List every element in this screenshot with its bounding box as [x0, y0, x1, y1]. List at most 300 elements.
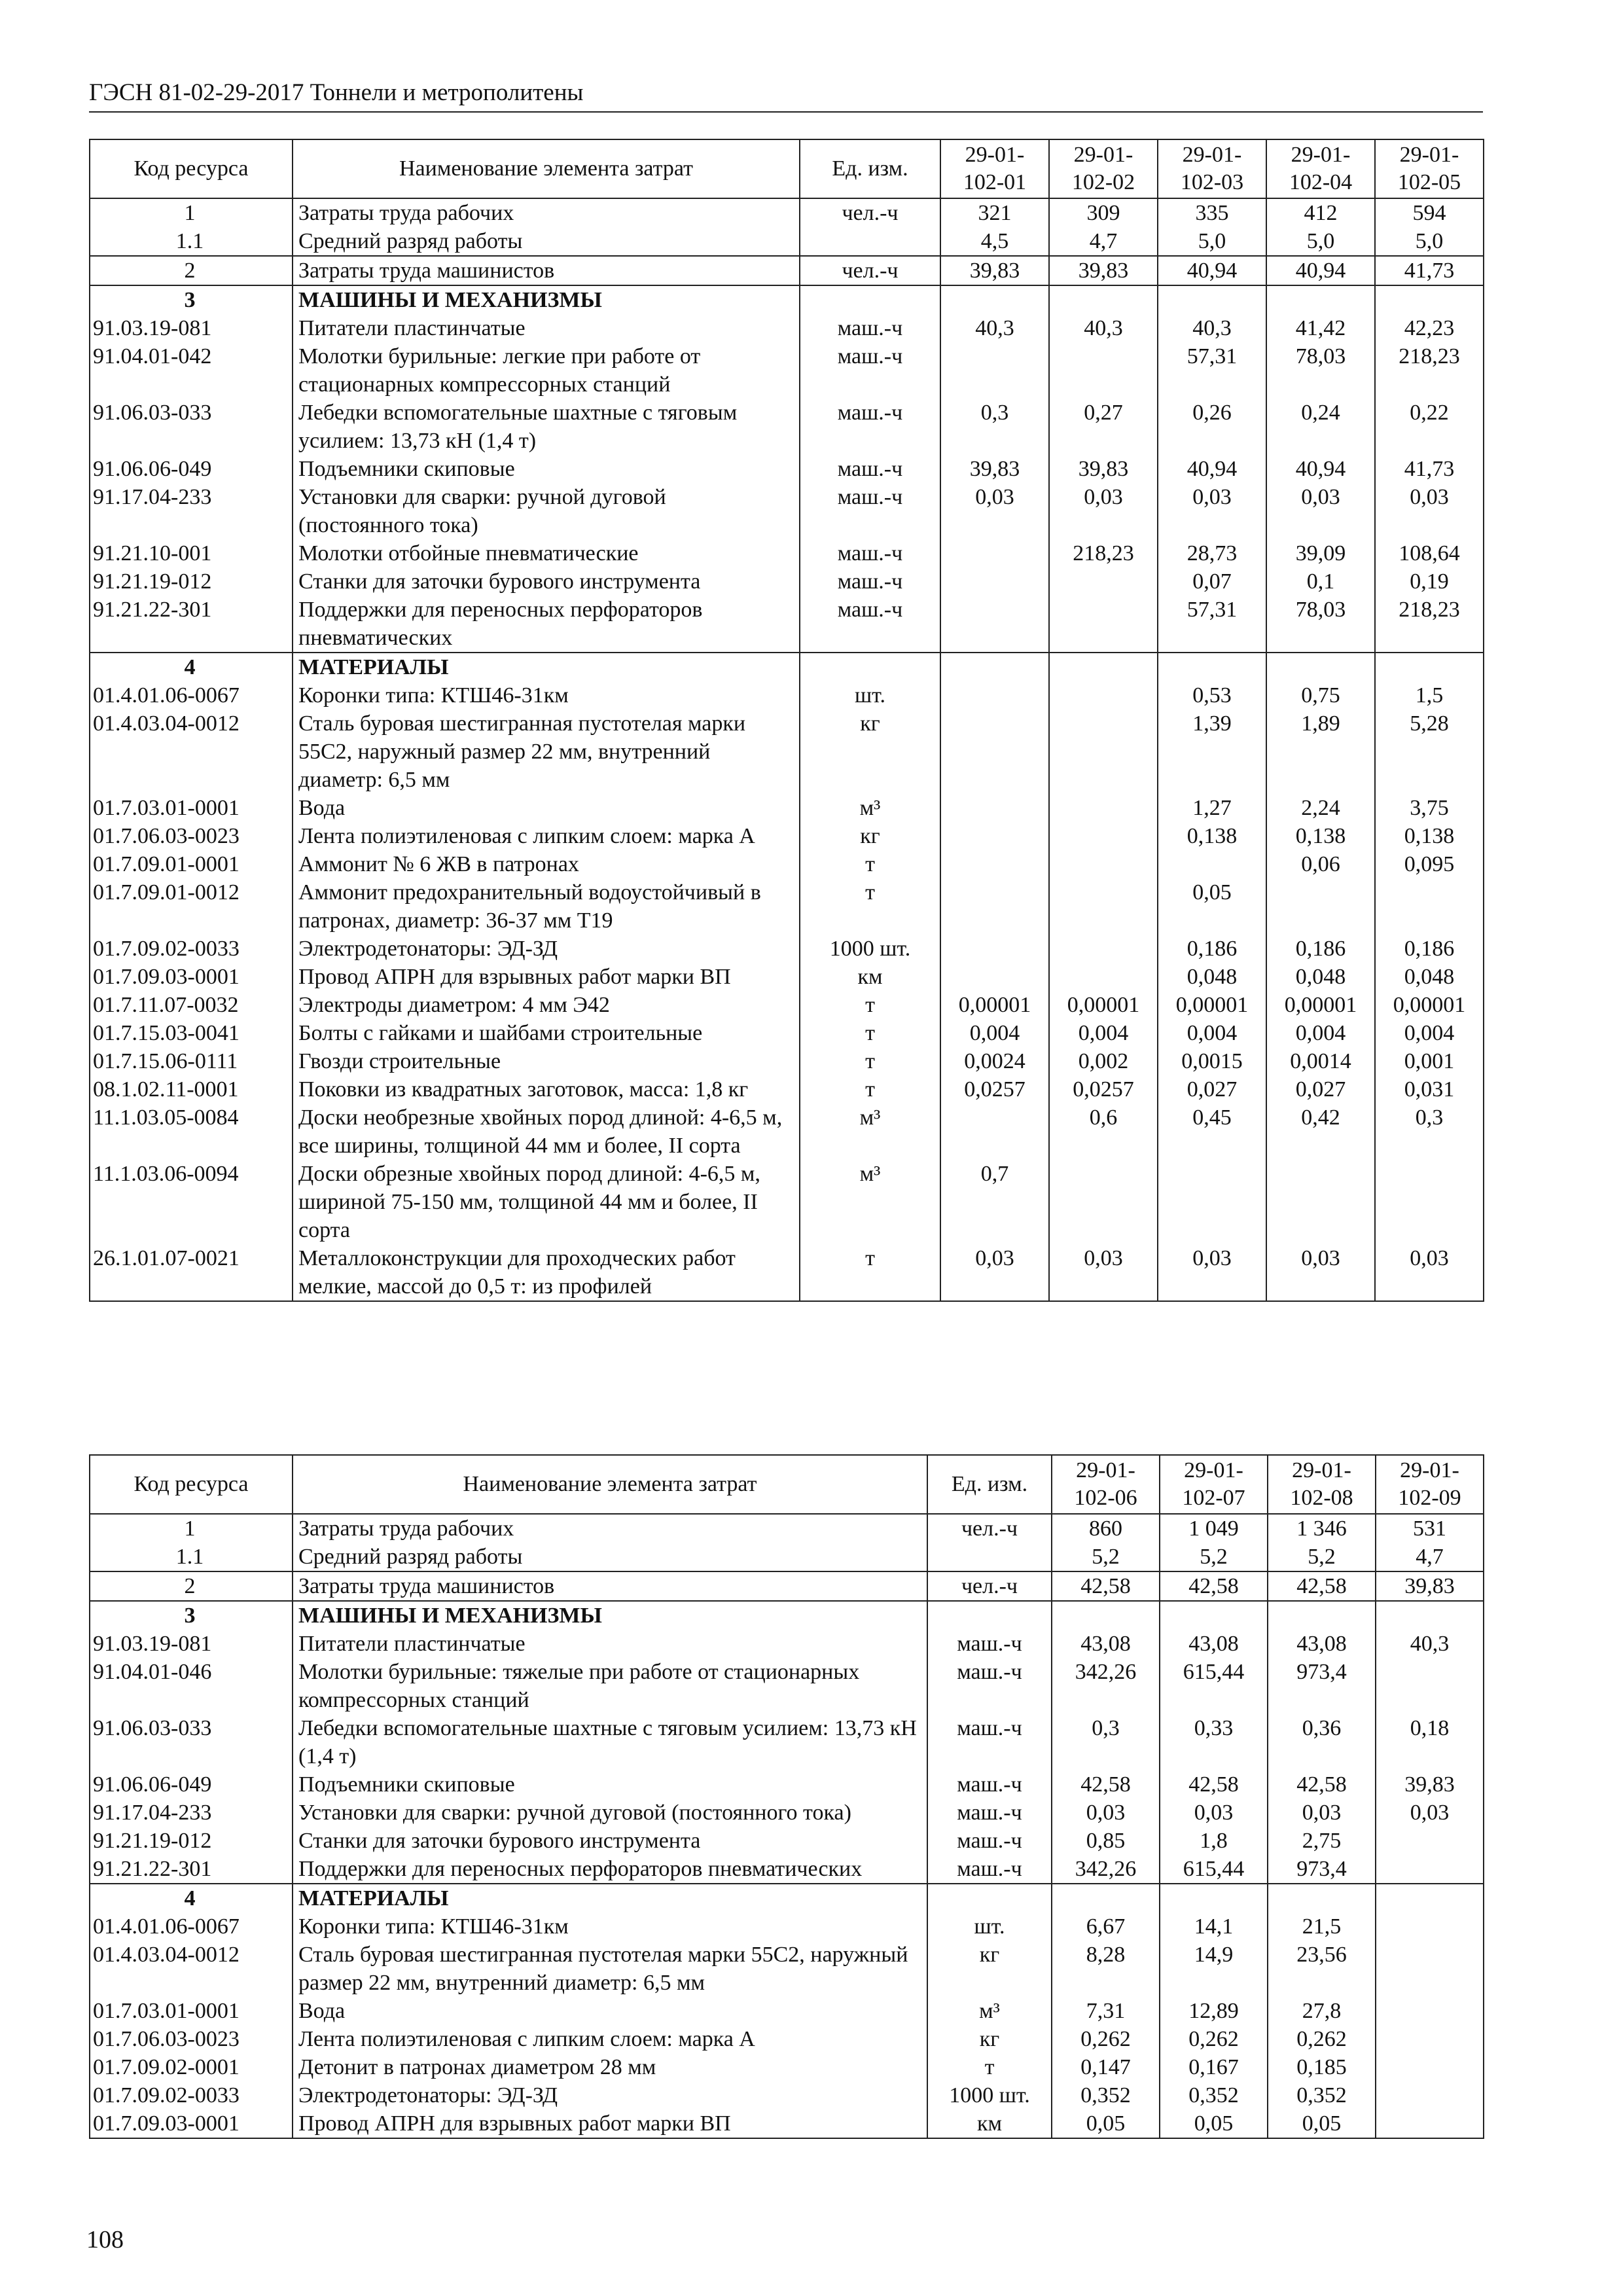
resource-code: 91.06.03-033: [90, 1714, 293, 1770]
header-col: 29-01- 102-08: [1268, 1455, 1376, 1514]
resource-value: 1 049: [1160, 1514, 1268, 1543]
resource-value: [1158, 850, 1266, 878]
resource-unit: маш.-ч: [800, 455, 940, 483]
resource-name: Средний разряд работы: [293, 227, 800, 256]
resource-code: 01.4.01.06-0067: [90, 681, 293, 709]
header-name: Наименование элемента затрат: [293, 1455, 927, 1514]
resource-name: МАШИНЫ И МЕХАНИЗМЫ: [293, 1601, 927, 1630]
table-row: [90, 822, 1484, 850]
resource-value: [1049, 963, 1158, 991]
resource-value: 42,58: [1160, 1770, 1268, 1799]
resource-code: 1: [90, 198, 293, 227]
resource-value: 0,002: [1049, 1047, 1158, 1075]
resource-value: 0,00001: [1375, 991, 1484, 1019]
resource-value: [1376, 2025, 1484, 2053]
resource-value: 973,4: [1268, 1658, 1376, 1714]
resource-value: 39,83: [940, 455, 1049, 483]
resource-value: [1376, 1997, 1484, 2025]
table-row: [90, 1884, 1484, 1912]
table-row: [90, 1912, 1484, 1941]
resource-unit: чел.-ч: [800, 256, 940, 285]
resource-value: 39,83: [1049, 256, 1158, 285]
resource-value: 5,2: [1052, 1543, 1160, 1571]
resource-value: 0,0257: [1049, 1075, 1158, 1103]
resource-value: 0,048: [1375, 963, 1484, 991]
resource-unit: чел.-ч: [927, 1571, 1052, 1601]
resource-value: 40,94: [1266, 455, 1375, 483]
resource-value: 0,05: [1052, 2109, 1160, 2138]
resource-value: 2,75: [1268, 1827, 1376, 1855]
resource-unit: шт.: [927, 1912, 1052, 1941]
resource-unit: м³: [800, 1160, 940, 1244]
table-row: [90, 709, 1484, 794]
resource-unit: маш.-ч: [800, 399, 940, 455]
resource-unit: т: [800, 1244, 940, 1301]
resource-value: 0,05: [1268, 2109, 1376, 2138]
resource-unit: км: [927, 2109, 1052, 2138]
resource-name: Лебедки вспомогательные шахтные с тяговым усилием: 13,73 кН (1,4 т): [293, 399, 800, 455]
resource-value: 0,03: [1376, 1799, 1484, 1827]
resource-unit: т: [800, 878, 940, 935]
table-row: [90, 2053, 1484, 2081]
table-header-row: [90, 1455, 1484, 1514]
resource-value: 0,03: [1158, 1244, 1266, 1301]
resource-value: 0,0024: [940, 1047, 1049, 1075]
resource-value: [1160, 1601, 1268, 1630]
resource-value: 1,27: [1158, 794, 1266, 822]
resource-value: [1158, 285, 1266, 314]
resource-value: 14,1: [1160, 1912, 1268, 1941]
resource-value: 1 346: [1268, 1514, 1376, 1543]
resource-name: Коронки типа: КТШ46-31км: [293, 681, 800, 709]
resource-value: [1266, 878, 1375, 935]
resource-value: 0,004: [1375, 1019, 1484, 1047]
resource-value: 43,08: [1052, 1630, 1160, 1658]
resource-unit: т: [800, 1047, 940, 1075]
resource-code: 01.7.03.01-0001: [90, 794, 293, 822]
resource-value: 0,004: [1158, 1019, 1266, 1047]
resource-value: [940, 709, 1049, 794]
resource-value: [1049, 709, 1158, 794]
resource-name: Затраты труда машинистов: [293, 256, 800, 285]
resource-code: 1: [90, 1514, 293, 1543]
document-header: ГЭСН 81-02-29-2017 Тоннели и метрополитены: [89, 77, 1483, 113]
resource-unit: маш.-ч: [927, 1770, 1052, 1799]
resource-value: 0,186: [1375, 935, 1484, 963]
resource-value: [940, 822, 1049, 850]
resource-value: [940, 1103, 1049, 1160]
resource-value: 14,9: [1160, 1941, 1268, 1997]
resource-code: 01.7.15.06-0111: [90, 1047, 293, 1075]
resource-value: [1376, 2081, 1484, 2109]
table-row: [90, 399, 1484, 455]
resource-value: 0,262: [1268, 2025, 1376, 2053]
resource-name: Гвозди строительные: [293, 1047, 800, 1075]
table-row: [90, 1941, 1484, 1997]
resource-name: Затраты труда рабочих: [293, 1514, 927, 1543]
header-col: 29-01- 102-02: [1049, 139, 1158, 198]
resource-value: [1376, 1658, 1484, 1714]
resource-name: Установки для сварки: ручной дуговой (постоянного тока): [293, 1799, 927, 1827]
resource-value: 342,26: [1052, 1855, 1160, 1884]
resource-value: 218,23: [1375, 342, 1484, 399]
table-row: [90, 1075, 1484, 1103]
resource-name: Электродетонаторы: ЭД-ЗД: [293, 935, 800, 963]
resource-value: 0,095: [1375, 850, 1484, 878]
resource-value: 5,0: [1375, 227, 1484, 256]
header-col: 29-01- 102-09: [1376, 1455, 1484, 1514]
resource-value: [940, 539, 1049, 567]
table-row: [90, 963, 1484, 991]
resource-name: Станки для заточки бурового инструмента: [293, 1827, 927, 1855]
resource-code: 11.1.03.05-0084: [90, 1103, 293, 1160]
resource-value: 0,186: [1266, 935, 1375, 963]
resource-unit: 1000 шт.: [800, 935, 940, 963]
resource-value: 8,28: [1052, 1941, 1160, 1997]
resource-name: МАТЕРИАЛЫ: [293, 1884, 927, 1912]
resource-name: Провод АПРН для взрывных работ марки ВП: [293, 2109, 927, 2138]
resource-name: Коронки типа: КТШ46-31км: [293, 1912, 927, 1941]
resource-code: 91.21.10-001: [90, 539, 293, 567]
header-code: Код ресурса: [90, 1455, 293, 1514]
resource-value: 1,5: [1375, 681, 1484, 709]
table-row: [90, 1244, 1484, 1301]
resource-unit: 1000 шт.: [927, 2081, 1052, 2109]
resource-value: 335: [1158, 198, 1266, 227]
resource-unit: [800, 227, 940, 256]
resource-name: Доски обрезные хвойных пород длиной: 4-6,5 м, шириной 75-150 мм, толщиной 44 мм и более, II сорта: [293, 1160, 800, 1244]
resource-value: 973,4: [1268, 1855, 1376, 1884]
resource-name: Аммонит № 6 ЖВ в патронах: [293, 850, 800, 878]
resource-value: 321: [940, 198, 1049, 227]
resource-value: 0,7: [940, 1160, 1049, 1244]
header-col: 29-01- 102-06: [1052, 1455, 1160, 1514]
resource-code: 4: [90, 653, 293, 681]
resource-code: 01.7.09.02-0033: [90, 935, 293, 963]
resource-value: 42,58: [1052, 1770, 1160, 1799]
resource-value: 5,0: [1158, 227, 1266, 256]
resource-value: [1049, 285, 1158, 314]
table-row: [90, 1601, 1484, 1630]
resource-value: 39,83: [1376, 1770, 1484, 1799]
table-row: [90, 256, 1484, 285]
resource-value: 1,89: [1266, 709, 1375, 794]
resource-unit: маш.-ч: [927, 1855, 1052, 1884]
resource-value: [1049, 653, 1158, 681]
table-row: [90, 794, 1484, 822]
resource-code: 91.21.19-012: [90, 1827, 293, 1855]
table-row: [90, 1047, 1484, 1075]
resource-unit: маш.-ч: [927, 1799, 1052, 1827]
resource-value: [940, 342, 1049, 399]
resource-unit: шт.: [800, 681, 940, 709]
resource-code: 01.7.09.02-0033: [90, 2081, 293, 2109]
table-row: [90, 342, 1484, 399]
resource-value: [940, 285, 1049, 314]
resource-name: МАШИНЫ И МЕХАНИЗМЫ: [293, 285, 800, 314]
resource-value: 0,167: [1160, 2053, 1268, 2081]
resource-name: Затраты труда машинистов: [293, 1571, 927, 1601]
resource-code: 91.17.04-233: [90, 1799, 293, 1827]
resource-value: [940, 681, 1049, 709]
resource-value: 0,138: [1158, 822, 1266, 850]
resource-value: [1266, 1160, 1375, 1244]
table-row: [90, 567, 1484, 596]
table-row: [90, 1997, 1484, 2025]
resource-code: 91.21.22-301: [90, 1855, 293, 1884]
resource-code: 01.4.03.04-0012: [90, 1941, 293, 1997]
resource-code: 01.7.11.07-0032: [90, 991, 293, 1019]
resource-name: Станки для заточки бурового инструмента: [293, 567, 800, 596]
resource-value: 0,36: [1268, 1714, 1376, 1770]
resource-name: Затраты труда рабочих: [293, 198, 800, 227]
resource-value: 0,03: [940, 1244, 1049, 1301]
resource-unit: т: [800, 991, 940, 1019]
resource-name: Молотки отбойные пневматические: [293, 539, 800, 567]
resource-value: 0,03: [1049, 1244, 1158, 1301]
resource-code: 01.7.06.03-0023: [90, 2025, 293, 2053]
resource-value: [1049, 822, 1158, 850]
resource-value: 0,138: [1266, 822, 1375, 850]
resource-value: 0,352: [1160, 2081, 1268, 2109]
resource-value: [1160, 1884, 1268, 1912]
resource-unit: [927, 1543, 1052, 1571]
resource-value: 39,09: [1266, 539, 1375, 567]
resource-value: 0,26: [1158, 399, 1266, 455]
resource-value: 108,64: [1375, 539, 1484, 567]
resource-value: [1049, 1160, 1158, 1244]
resource-value: 0,0257: [940, 1075, 1049, 1103]
resource-name: Установки для сварки: ручной дуговой (постоянного тока): [293, 483, 800, 539]
resource-value: 0,0014: [1266, 1047, 1375, 1075]
resource-value: [1049, 342, 1158, 399]
resource-code: 91.06.06-049: [90, 1770, 293, 1799]
resource-name: Доски необрезные хвойных пород длиной: 4-6,5 м, все ширины, толщиной 44 мм и более, II сорта: [293, 1103, 800, 1160]
resource-code: 91.21.22-301: [90, 596, 293, 653]
resource-value: 0,00001: [1049, 991, 1158, 1019]
resource-value: [1376, 1941, 1484, 1997]
resource-value: 0,138: [1375, 822, 1484, 850]
resource-code: 91.17.04-233: [90, 483, 293, 539]
resource-value: 0,3: [1052, 1714, 1160, 1770]
resource-value: 40,94: [1266, 256, 1375, 285]
resource-value: 39,83: [940, 256, 1049, 285]
resource-code: 01.7.09.01-0012: [90, 878, 293, 935]
resource-value: 6,67: [1052, 1912, 1160, 1941]
resource-value: 0,00001: [940, 991, 1049, 1019]
resource-value: 0,85: [1052, 1827, 1160, 1855]
resource-unit: т: [800, 1019, 940, 1047]
resource-value: 41,73: [1375, 455, 1484, 483]
resource-name: Поддержки для переносных перфораторов пневматических: [293, 596, 800, 653]
table-row: [90, 1630, 1484, 1658]
resource-value: 0,027: [1266, 1075, 1375, 1103]
resource-value: 309: [1049, 198, 1158, 227]
resource-value: 0,19: [1375, 567, 1484, 596]
table-row: [90, 483, 1484, 539]
resource-unit: т: [800, 850, 940, 878]
resource-value: [1158, 1160, 1266, 1244]
resource-name: Питатели пластинчатые: [293, 314, 800, 342]
resource-value: [940, 878, 1049, 935]
resource-value: 41,42: [1266, 314, 1375, 342]
resource-value: 5,2: [1160, 1543, 1268, 1571]
resource-unit: маш.-ч: [800, 483, 940, 539]
resource-unit: км: [800, 963, 940, 991]
resource-value: [1049, 567, 1158, 596]
resource-value: 4,5: [940, 227, 1049, 256]
resource-value: 0,352: [1268, 2081, 1376, 2109]
resource-value: 860: [1052, 1514, 1160, 1543]
resource-code: 01.7.15.03-0041: [90, 1019, 293, 1047]
resource-unit: маш.-ч: [927, 1630, 1052, 1658]
header-col: 29-01- 102-01: [940, 139, 1049, 198]
resource-value: 531: [1376, 1514, 1484, 1543]
resource-code: 01.7.09.03-0001: [90, 2109, 293, 2138]
resource-name: Лебедки вспомогательные шахтные с тяговым усилием: 13,73 кН (1,4 т): [293, 1714, 927, 1770]
resource-value: [1268, 1884, 1376, 1912]
table-row: [90, 850, 1484, 878]
resource-code: 01.7.09.02-0001: [90, 2053, 293, 2081]
resource-value: 0,53: [1158, 681, 1266, 709]
header-unit: Ед. изм.: [927, 1455, 1052, 1514]
resource-value: [1376, 1855, 1484, 1884]
resource-value: 41,73: [1375, 256, 1484, 285]
resource-unit: маш.-ч: [800, 314, 940, 342]
resource-value: [1375, 878, 1484, 935]
resource-code: 3: [90, 285, 293, 314]
resource-unit: кг: [800, 822, 940, 850]
resource-value: 0,18: [1376, 1714, 1484, 1770]
resource-value: 0,33: [1160, 1714, 1268, 1770]
resource-value: 27,8: [1268, 1997, 1376, 2025]
resource-unit: т: [800, 1075, 940, 1103]
resource-value: 0,03: [1266, 1244, 1375, 1301]
resource-code: 4: [90, 1884, 293, 1912]
table-row: [90, 314, 1484, 342]
resource-unit: маш.-ч: [800, 539, 940, 567]
resource-value: [1376, 1827, 1484, 1855]
header-name: Наименование элемента затрат: [293, 139, 800, 198]
resource-name: Провод АПРН для взрывных работ марки ВП: [293, 963, 800, 991]
resource-unit: маш.-ч: [927, 1714, 1052, 1770]
resource-value: 39,83: [1049, 455, 1158, 483]
resource-value: [1049, 850, 1158, 878]
table-row: [90, 1514, 1484, 1543]
resource-value: 5,28: [1375, 709, 1484, 794]
resource-name: Аммонит предохранительный водоустойчивый в патронах, диаметр: 36-37 мм Т19: [293, 878, 800, 935]
resource-value: [1052, 1884, 1160, 1912]
resource-value: 0,3: [940, 399, 1049, 455]
resource-code: 1.1: [90, 1543, 293, 1571]
resource-name: Лента полиэтиленовая с липким слоем: марка А: [293, 2025, 927, 2053]
table-row: [90, 1714, 1484, 1770]
resource-code: 01.7.09.03-0001: [90, 963, 293, 991]
resource-value: 0,03: [1268, 1799, 1376, 1827]
resource-value: 0,3: [1375, 1103, 1484, 1160]
resource-name: Питатели пластинчатые: [293, 1630, 927, 1658]
resource-value: [940, 653, 1049, 681]
resource-value: 40,3: [1049, 314, 1158, 342]
resource-value: [940, 963, 1049, 991]
resource-code: 08.1.02.11-0001: [90, 1075, 293, 1103]
table-row: [90, 681, 1484, 709]
table-row: [90, 1103, 1484, 1160]
resource-value: 40,3: [940, 314, 1049, 342]
resource-value: 0,06: [1266, 850, 1375, 878]
resource-code: 3: [90, 1601, 293, 1630]
resource-value: 40,94: [1158, 455, 1266, 483]
resource-value: 0,004: [940, 1019, 1049, 1047]
resource-value: [1049, 935, 1158, 963]
resource-value: [1049, 681, 1158, 709]
resource-value: 0,147: [1052, 2053, 1160, 2081]
resource-value: [1376, 1912, 1484, 1941]
resource-unit: маш.-ч: [927, 1658, 1052, 1714]
resource-value: 39,83: [1376, 1571, 1484, 1601]
resource-value: 0,262: [1160, 2025, 1268, 2053]
resource-value: 412: [1266, 198, 1375, 227]
table-body: [90, 198, 1484, 1301]
table-row: [90, 2025, 1484, 2053]
resource-code: 01.7.06.03-0023: [90, 822, 293, 850]
resource-name: Металлоконструкции для проходческих работ мелкие, массой до 0,5 т: из профилей: [293, 1244, 800, 1301]
resource-value: 0,048: [1266, 963, 1375, 991]
resource-unit: кг: [800, 709, 940, 794]
resource-value: 0,004: [1049, 1019, 1158, 1047]
table-row: [90, 1658, 1484, 1714]
resource-value: [1376, 1884, 1484, 1912]
header-unit: Ед. изм.: [800, 139, 940, 198]
resource-unit: т: [927, 2053, 1052, 2081]
resource-value: 42,58: [1052, 1571, 1160, 1601]
resource-value: 3,75: [1375, 794, 1484, 822]
resource-value: 0,186: [1158, 935, 1266, 963]
resource-code: 91.06.03-033: [90, 399, 293, 455]
table-row: [90, 1827, 1484, 1855]
resource-value: [940, 935, 1049, 963]
resource-value: 0,048: [1158, 963, 1266, 991]
resource-value: 42,58: [1160, 1571, 1268, 1601]
resource-value: [1266, 653, 1375, 681]
resource-name: Поковки из квадратных заготовок, масса: 1,8 кг: [293, 1075, 800, 1103]
resource-value: 4,7: [1376, 1543, 1484, 1571]
resource-value: 0,03: [1160, 1799, 1268, 1827]
resource-value: [1049, 596, 1158, 653]
resource-value: 0,001: [1375, 1047, 1484, 1075]
resource-value: 0,03: [940, 483, 1049, 539]
resource-name: Болты с гайками и шайбами строительные: [293, 1019, 800, 1047]
header-code: Код ресурса: [90, 139, 293, 198]
resource-value: 0,42: [1266, 1103, 1375, 1160]
resource-code: 01.7.09.01-0001: [90, 850, 293, 878]
table-row: [90, 1799, 1484, 1827]
resource-unit: [927, 1601, 1052, 1630]
resource-value: 0,22: [1375, 399, 1484, 455]
resource-value: 78,03: [1266, 342, 1375, 399]
resource-value: 57,31: [1158, 342, 1266, 399]
resource-unit: м³: [927, 1997, 1052, 2025]
resource-value: 0,03: [1158, 483, 1266, 539]
resource-name: Вода: [293, 794, 800, 822]
resource-value: 28,73: [1158, 539, 1266, 567]
table-row: [90, 1019, 1484, 1047]
resource-value: 5,2: [1268, 1543, 1376, 1571]
resource-code: 91.03.19-081: [90, 314, 293, 342]
resource-value: [940, 794, 1049, 822]
resource-code: 2: [90, 1571, 293, 1601]
table-header-row: [90, 139, 1484, 198]
